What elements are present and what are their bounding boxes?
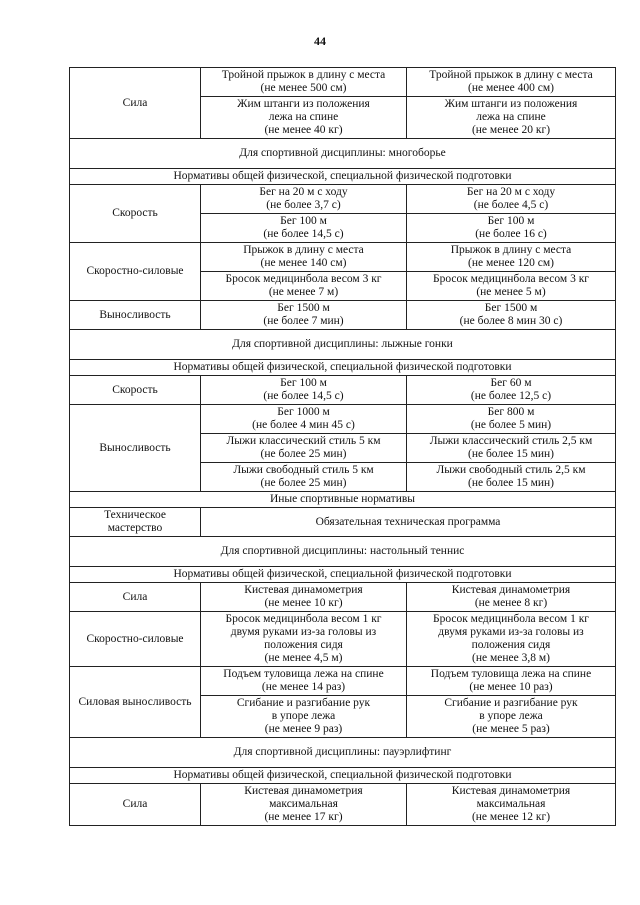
norm-girls-cell: Лыжи свободный стиль 2,5 км (не более 15 мин) xyxy=(407,463,616,492)
section-header-row xyxy=(70,567,616,583)
norm-boys-cell: Бег 100 м (не более 14,5 с) xyxy=(201,376,407,405)
norm-girls-cell: Бег на 20 м с ходу (не более 4,5 с) xyxy=(407,185,616,214)
norm-boys-cell: Бег 1500 м (не более 7 мин) xyxy=(201,301,407,330)
norm-boys-cell: Лыжи классический стиль 5 км (не более 25 мин) xyxy=(201,434,407,463)
discipline-title: Для спортивной дисциплины: многоборье xyxy=(70,139,616,169)
category-cell: Выносливость xyxy=(70,405,201,492)
category-cell: Сила xyxy=(70,583,201,612)
table-row xyxy=(70,68,616,97)
program-cell: Обязательная техническая программа xyxy=(201,508,616,537)
section-header: Нормативы общей физической, специальной физической подготовки xyxy=(70,169,616,185)
table-row xyxy=(70,612,616,667)
section-header: Нормативы общей физической, специальной физической подготовки xyxy=(70,768,616,784)
discipline-row xyxy=(70,330,616,360)
table-row xyxy=(70,243,616,272)
norm-boys-cell: Кистевая динамометрия максимальная (не менее 17 кг) xyxy=(201,784,407,826)
norm-boys-cell: Бросок медицинбола весом 1 кг двумя руками из-за головы из положения сидя (не менее 4,5 м) xyxy=(201,612,407,667)
norm-girls-cell: Кистевая динамометрия максимальная (не менее 12 кг) xyxy=(407,784,616,826)
table-row xyxy=(70,405,616,434)
norm-girls-cell: Бег 800 м (не более 5 мин) xyxy=(407,405,616,434)
category-cell: Скорость xyxy=(70,185,201,243)
norm-boys-cell: Жим штанги из положения лежа на спине (не менее 40 кг) xyxy=(201,97,407,139)
category-cell: Скоростно-силовые xyxy=(70,612,201,667)
norms-table-body xyxy=(70,68,616,826)
norm-girls-cell: Лыжи классический стиль 2,5 км (не более 15 мин) xyxy=(407,434,616,463)
norm-girls-cell: Бег 100 м (не более 16 с) xyxy=(407,214,616,243)
norm-boys-cell: Бросок медицинбола весом 3 кг (не менее 7 м) xyxy=(201,272,407,301)
table-row xyxy=(70,583,616,612)
norm-girls-cell: Бег 60 м (не более 12,5 с) xyxy=(407,376,616,405)
norm-boys-cell: Лыжи свободный стиль 5 км (не более 25 мин) xyxy=(201,463,407,492)
category-cell: Силовая выносливость xyxy=(70,667,201,738)
discipline-title: Для спортивной дисциплины: настольный теннис xyxy=(70,537,616,567)
discipline-row xyxy=(70,537,616,567)
table-row xyxy=(70,376,616,405)
discipline-title: Для спортивной дисциплины: пауэрлифтинг xyxy=(70,738,616,768)
section-header: Нормативы общей физической, специальной физической подготовки xyxy=(70,567,616,583)
category-cell: Сила xyxy=(70,784,201,826)
section-header: Нормативы общей физической, специальной физической подготовки xyxy=(70,360,616,376)
norm-boys-cell: Бег на 20 м с ходу (не более 3,7 с) xyxy=(201,185,407,214)
section-header-row xyxy=(70,768,616,784)
norm-girls-cell: Бросок медицинбола весом 3 кг (не менее 5 м) xyxy=(407,272,616,301)
section-header-row xyxy=(70,360,616,376)
category-cell: Скоростно-силовые xyxy=(70,243,201,301)
category-cell: Сила xyxy=(70,68,201,139)
norm-girls-cell: Бег 1500 м (не более 8 мин 30 с) xyxy=(407,301,616,330)
table-row xyxy=(70,301,616,330)
page-number: 44 xyxy=(314,34,326,48)
norm-boys-cell: Подъем туловища лежа на спине (не менее 14 раз) xyxy=(201,667,407,696)
section-header-row xyxy=(70,492,616,508)
category-cell: Скорость xyxy=(70,376,201,405)
norm-boys-cell: Бег 1000 м (не более 4 мин 45 с) xyxy=(201,405,407,434)
category-cell: Выносливость xyxy=(70,301,201,330)
table-row xyxy=(70,667,616,696)
table-row xyxy=(70,185,616,214)
norms-table xyxy=(69,67,616,826)
norm-boys-cell: Кистевая динамометрия (не менее 10 кг) xyxy=(201,583,407,612)
table-row xyxy=(70,784,616,826)
section-header-row xyxy=(70,169,616,185)
norm-boys-cell: Сгибание и разгибание рук в упоре лежа (не менее 9 раз) xyxy=(201,696,407,738)
norm-girls-cell: Бросок медицинбола весом 1 кг двумя руками из-за головы из положения сидя (не менее 3,8 м) xyxy=(407,612,616,667)
section-header: Иные спортивные нормативы xyxy=(70,492,616,508)
norm-girls-cell: Прыжок в длину с места (не менее 120 см) xyxy=(407,243,616,272)
norm-boys-cell: Тройной прыжок в длину с места (не менее 500 см) xyxy=(201,68,407,97)
norm-girls-cell: Сгибание и разгибание рук в упоре лежа (не менее 5 раз) xyxy=(407,696,616,738)
discipline-title: Для спортивной дисциплины: лыжные гонки xyxy=(70,330,616,360)
discipline-row xyxy=(70,738,616,768)
table-row xyxy=(70,508,616,537)
norm-boys-cell: Бег 100 м (не более 14,5 с) xyxy=(201,214,407,243)
norm-girls-cell: Жим штанги из положения лежа на спине (не менее 20 кг) xyxy=(407,97,616,139)
category-cell: Техническое мастерство xyxy=(70,508,201,537)
norm-girls-cell: Тройной прыжок в длину с места (не менее 400 см) xyxy=(407,68,616,97)
discipline-row xyxy=(70,139,616,169)
norm-girls-cell: Подъем туловища лежа на спине (не менее 10 раз) xyxy=(407,667,616,696)
norm-girls-cell: Кистевая динамометрия (не менее 8 кг) xyxy=(407,583,616,612)
norm-boys-cell: Прыжок в длину с места (не менее 140 см) xyxy=(201,243,407,272)
